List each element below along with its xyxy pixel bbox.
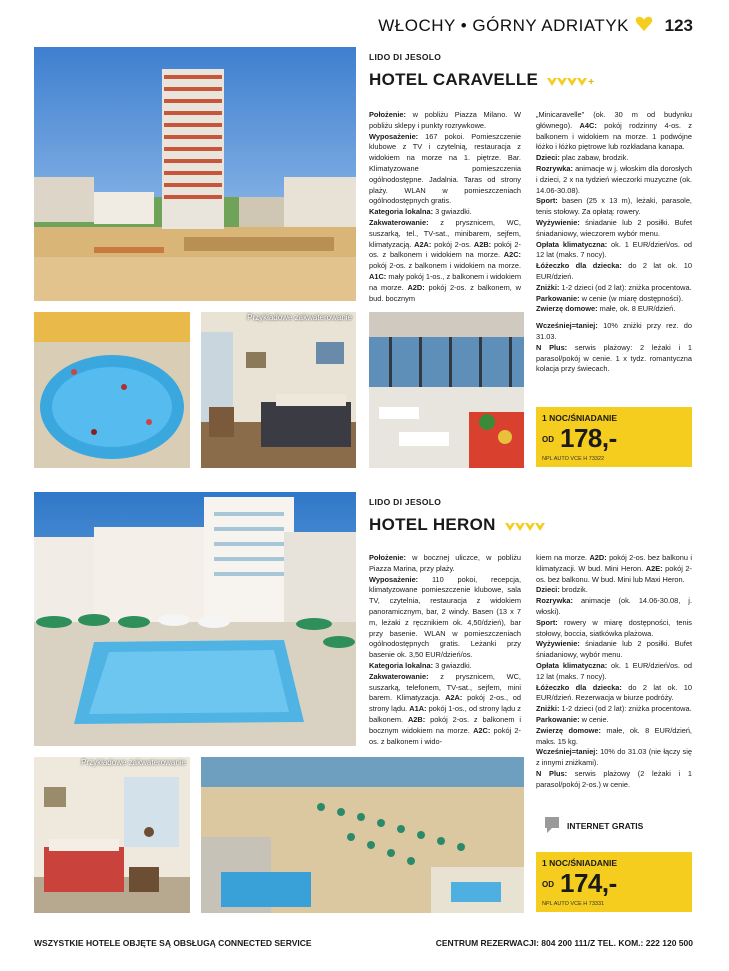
hotel-caravelle-restaurant-photo xyxy=(369,312,524,468)
internet-gratis-label: INTERNET GRATIS xyxy=(567,821,644,831)
footer-service-note: WSZYSTKIE HOTELE OBJĘTE SĄ OBSŁUGĄ CONNECTED SERVICE xyxy=(34,938,312,948)
price-label: 1 NOC/ŚNIADANIE xyxy=(542,413,618,423)
hotel-caravelle-pool-photo xyxy=(34,312,190,468)
price-code: NPL AUTO VCE H 73331 xyxy=(542,901,605,907)
speech-bubble-icon xyxy=(544,816,560,834)
page-section-title: WŁOCHY • GÓRNY ADRIATYK xyxy=(378,16,629,35)
hotel-caravelle-price-box xyxy=(536,407,692,467)
hotel-caravelle-room-photo xyxy=(201,312,356,468)
hotel-heron-region: LIDO DI JESOLO xyxy=(369,497,442,507)
price-value: 174,- xyxy=(560,868,617,898)
photo-caption: Przykładowe zakwaterowanie xyxy=(81,758,186,767)
hotel-heron-room-photo xyxy=(34,757,190,913)
price-label: 1 NOC/ŚNIADANIE xyxy=(542,858,618,868)
rating-plus: + xyxy=(588,77,595,88)
hotel-heron-description-col1: Położenie: w bocznej uliczce, w pobliżu Piazza Marina, przy plaży. Wyposażenie: 110 pokoi, recepcja, klimatyzowane pomieszczenie klubowe, sala TV, czytelnia, restauracja z widokiem panoramicznym, bar, 2 windy. Basen (13 x 7 m, leżaki z ręcznikiem ok. 4,50/dzień), bar przy basenie. WLAN w pomieszczeniach ogólnodostępnych gratis. Leżanki przy basenie ok. 3,50 EUR/dzień/os. Kategoria lokalna: 3 gwiazdki. Zakwaterowanie: z prysznicem, WC, suszarką, telefonem, TV-sat., sejfem, mini barem. Klimatyzacja. A2A: pokój 2-os., od strony lądu. A1A: pokój 1-os., od strony lądu z balkonem. A2B: pokój 2-os. z balkonem i bocznym widokiem na morze. A2C: pokój 2-os. z balkonem i wido- xyxy=(369,553,522,746)
hotel-heron-price-box xyxy=(536,852,692,912)
price-from: OD xyxy=(542,880,554,889)
heart-logo-icon xyxy=(635,16,653,32)
price-code: NPL AUTO VCE H 73322 xyxy=(542,456,605,462)
hotel-caravelle-region: LIDO DI JESOLO xyxy=(369,52,442,62)
price-value: 178,- xyxy=(560,423,617,453)
hotel-caravelle-description-col2: „Minicaravelle" (ok. 30 m od budynku głównego). A4C: pokój rodzinny 4-os. z balkonem i widokiem na morze. 1 podwójne łóżko i łóżko piętrowe lub rozkładana kanapa. Dzieci: plac zabaw, brodzik. Rozrywka: animacje w j. włoskim dla dorosłych i dzieci, 2 x na tydzień wieczorki muzyczne (ok. 14.06-30.08). Sport: basen (25 x 13 m), leżaki, parasole, tenis stołowy. Za opłatą: rowery. Wyżywienie: śniadanie lub 2 posiłki. Bufet śniadaniowy, wieczorem wybór menu. Opłata klimatyczna: ok. 1 EUR/dzień/os. od 12 lat (maks. 7 nocy). Łóżeczko dla dziecka: do 2 lat ok. 10 EUR/dzień. Zniżki: 1-2 dzieci (od 2 lat): zniżka procentowa. Parkowanie: w cenie (w miarę dostępności). Zwierzę domowe: małe, ok. 8 EUR/dzień. Wcześniej=taniej: 10% zniżki przy rez. do 31.03. N Plus: serwis plażowy: 2 leżaki i 1 parasol/pokój w cenie. 1 x tydz. romantyczna kolacja przy świecach. xyxy=(536,110,692,374)
hotel-heron-name xyxy=(369,515,548,535)
price-from: OD xyxy=(542,435,554,444)
hotel-name-text: HOTEL CARAVELLE xyxy=(369,70,539,89)
hotel-caravelle-main-photo xyxy=(34,47,356,301)
hotel-heron-main-photo xyxy=(34,492,356,746)
photo-caption: Przykładowe zakwaterowanie xyxy=(247,313,352,322)
hotel-heron-description-col2: kiem na morze. A2D: pokój 2-os. bez balkonu i klimatyzacji. W bud. Mini Heron. A2E: pokój 2-os. bez balkonu. W bud. Mini lub Maxi Heron. Dzieci: brodzik. Rozrywka: animacje (ok. 14.06-30.08, j. włoski). Sport: rowery w miarę dostępności, tenis stołowy, boccia, siatkówka plażowa. Wyżywienie: śniadanie lub 2 posiłki. Bufet śniadaniowy, wybór menu. Opłata klimatyczna: ok. 1 EUR/dzień/os. od 12 lat (maks. 7 nocy). Łóżeczko dla dziecka: do 2 lat ok. 10 EUR/dzień. Rezerwacja w biurze podróży. Zniżki: 1-2 dzieci (od 2 lat): zniżka procentowa. Parkowanie: w cenie. Zwierzę domowe: małe, ok. 8 EUR/dzień, maks. 15 kg. Wcześniej=taniej: 10% do 31.03 (nie łączy się z innymi zniżkami). N Plus: serwis plażowy (2 leżaki i 1 parasol/pokój 2-os.) w cenie. xyxy=(536,553,693,789)
footer-reservation-contact: CENTRUM REZERWACJI: 804 200 111/Z TEL. KOM.: 222 120 500 xyxy=(435,938,693,948)
hotel-caravelle-name xyxy=(369,70,594,90)
hotel-heron-beach-photo xyxy=(201,757,524,913)
hotel-name-text: HOTEL HERON xyxy=(369,515,496,534)
page-number: 123 xyxy=(664,16,693,35)
hotel-caravelle-description-col1: Położenie: w pobliżu Piazza Milano. W pobliżu sklepy i punkty rozrywkowe. Wyposażenie: 167 pokoi. Pomieszczenie klubowe z TV i czytelnią, restauracja z widokiem na morze na 1. piętrze. Bar. Klimatyzowane pomieszczenia ogólnodostępne. Jadalnia. Taras od strony plaży. WLAN w pomieszczeniach ogólnodostępnych gratis. Kategoria lokalna: 3 gwiazdki. Zakwaterowanie: z prysznicem, WC, suszarką, tel., TV-sat., minibarem, sejfem, klimatyzacją. A2A: pokój 2-os. A2B: pokój 2-os. z balkonem i widokiem na morze. A2C: pokój 2-os. z balkonem i widokiem na morze. A1C: mały pokój 1-os., z balkonem i widokiem na morze. A2D: pokój 2-os. z balkonem, w bud. bocznym xyxy=(369,110,521,303)
hotel-rating-stars-icon xyxy=(504,520,548,532)
